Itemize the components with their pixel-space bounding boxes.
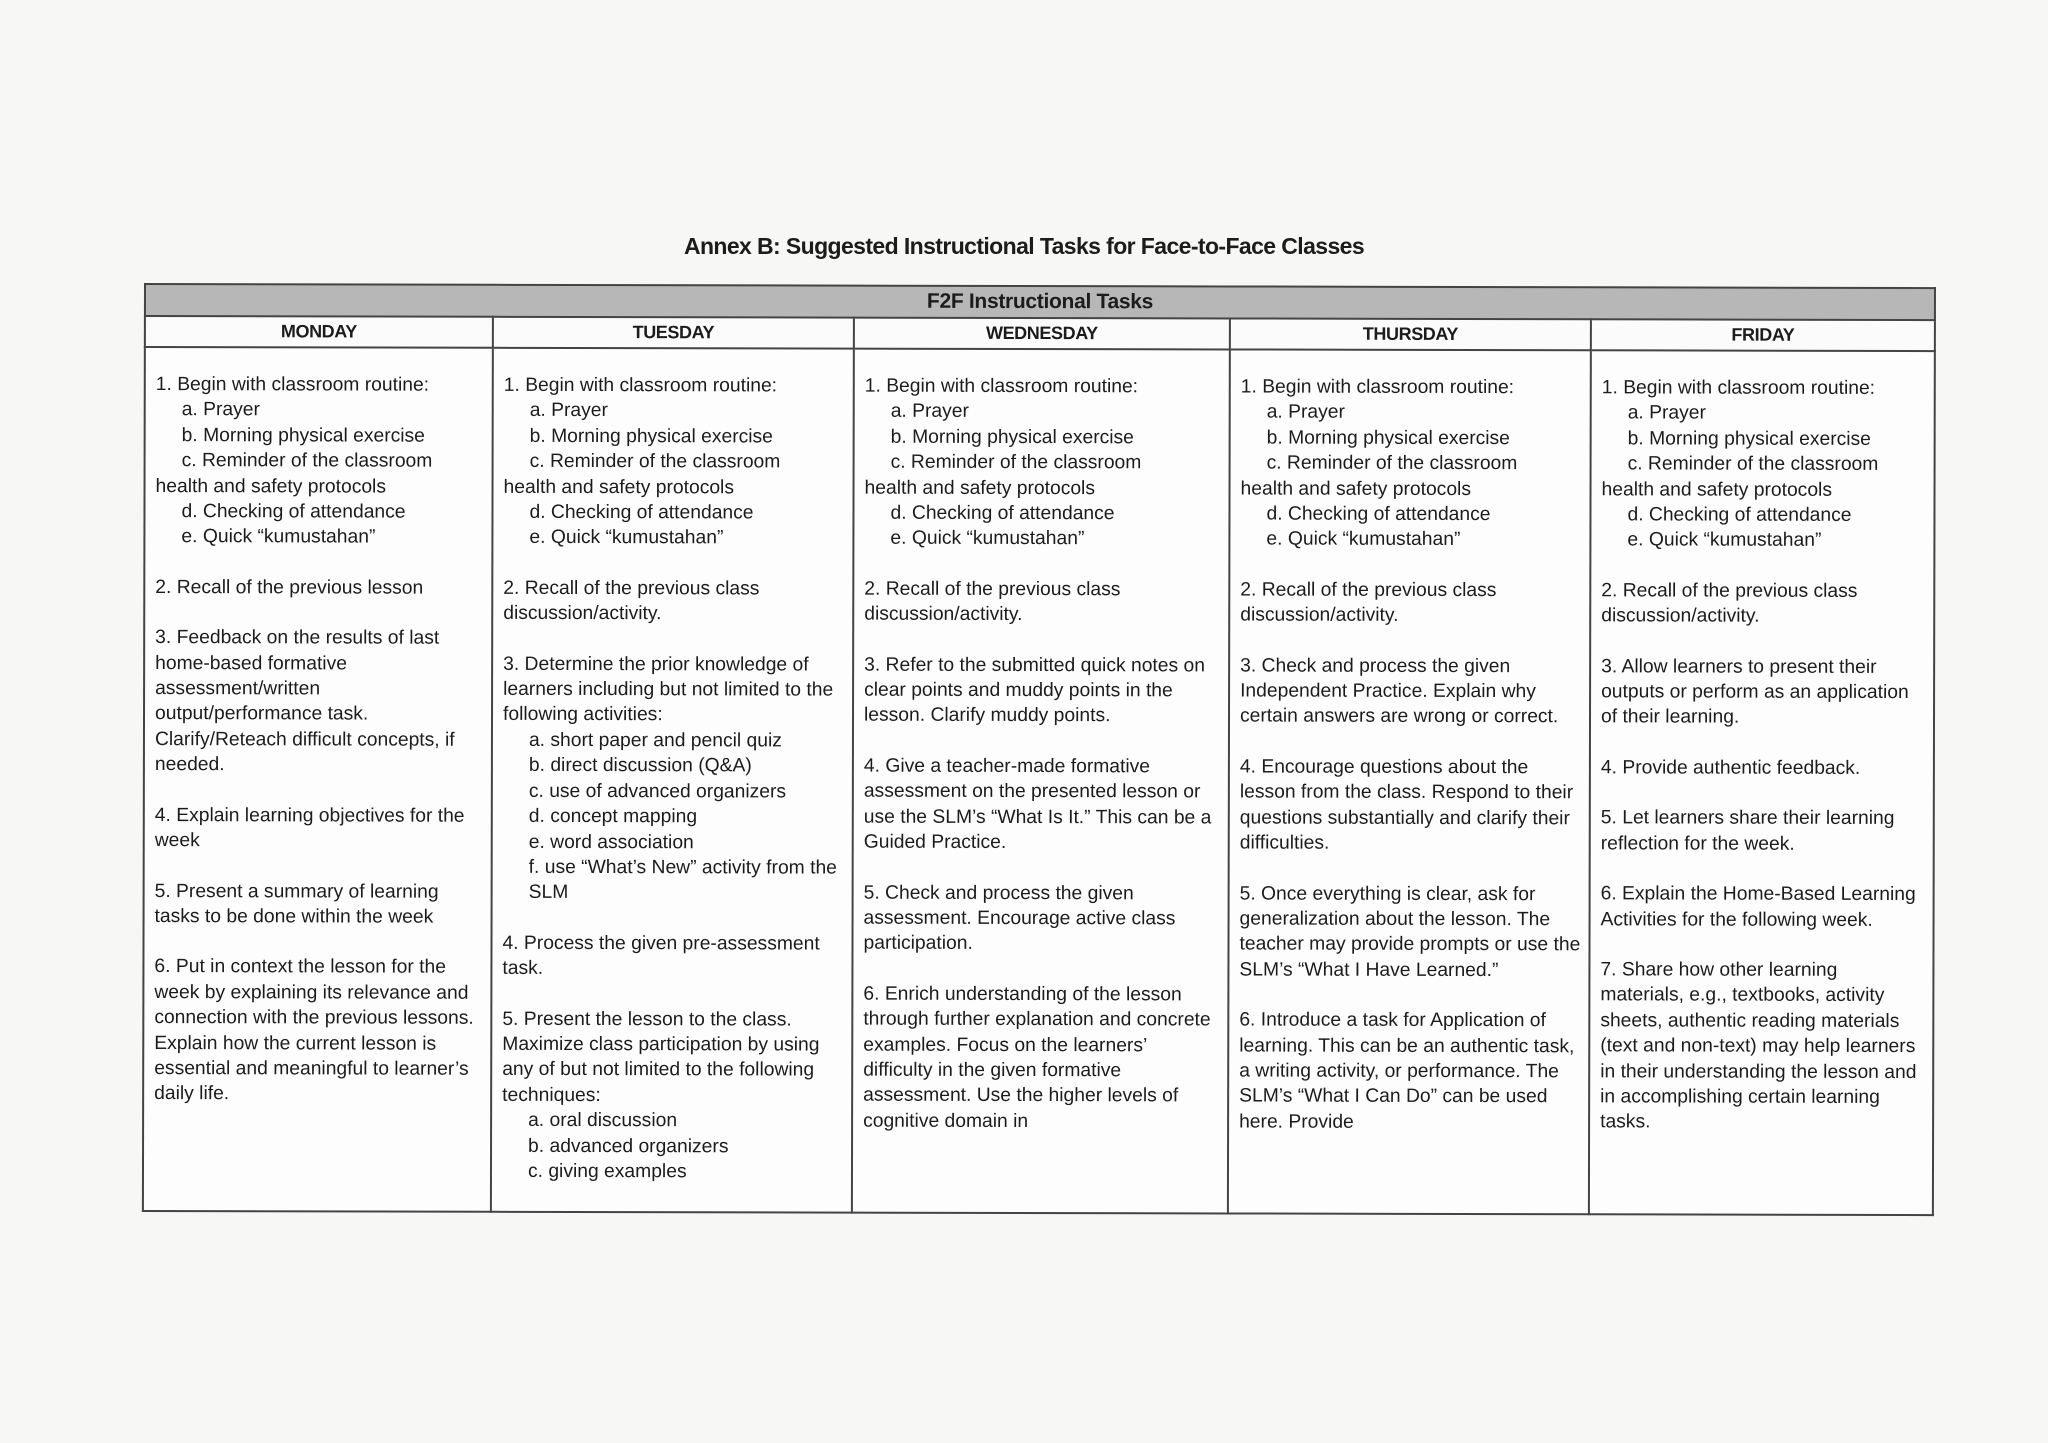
task-subitem: b. advanced organizers — [528, 1135, 729, 1157]
routine-step-continued: health and safety protocols — [1240, 478, 1472, 500]
wednesday-cell — [852, 349, 1230, 1214]
task-subitem: c. use of advanced organizers — [528, 780, 787, 803]
routine-block — [1240, 374, 1581, 553]
routine-block — [155, 372, 483, 551]
task-item: 2. Recall of the previous class discussion/activity. — [503, 577, 760, 625]
routine-step: a. Prayer — [1266, 401, 1345, 424]
routine-step: b. Morning physical exercise — [1627, 428, 1871, 450]
day-header-friday: FRIDAY — [1591, 319, 1935, 351]
task-item: 4. Provide authentic feedback. — [1600, 757, 1861, 779]
day-header-wednesday: WEDNESDAY — [854, 318, 1230, 350]
task-item: 4. Explain learning objectives for the week — [154, 804, 465, 852]
monday-cell — [143, 347, 493, 1212]
routine-step: d. Checking of attendance — [1266, 503, 1491, 526]
table-banner: F2F Instructional Tasks — [145, 284, 1935, 320]
task-item-text: 3. Determine the prior knowledge of learners including but not limited to the following activities: — [502, 653, 834, 726]
task-item: 3. Refer to the submitted quick notes on clear points and muddy points in the lesson. Clarify muddy points. — [863, 654, 1206, 727]
routine-step: e. Quick “kumustahan” — [890, 528, 1085, 550]
task-item: 3. Feedback on the results of last home-based formative assessment/written output/performance task. Clarify/Reteach difficult concepts, if needed. — [154, 627, 455, 776]
routine-heading: 1. Begin with classroom routine: — [1240, 376, 1515, 399]
task-item: 2. Recall of the previous class discussion/activity. — [1240, 579, 1497, 627]
task-item: 5. Check and process the given assessment. Encourage active class participation. — [863, 882, 1176, 955]
routine-heading: 1. Begin with classroom routine: — [864, 375, 1139, 398]
routine-step: a. Prayer — [529, 400, 608, 422]
task-item: 3. Check and process the given Independent Practice. Explain why certain answers are wrong or correct. — [1239, 655, 1559, 728]
task-subitem: d. concept mapping — [528, 805, 698, 828]
task-item: 5. Present a summary of learning tasks to be done within the week — [154, 880, 439, 928]
task-subitem: e. word association — [528, 831, 694, 853]
tasks-row — [143, 347, 1935, 1215]
task-item-with-subitems — [502, 1006, 843, 1185]
task-item: 6. Introduce a task for Application of learning. This can be an authentic task, a writing activity, or performance. The SLM’s “What I Can Do” can be used here. Provide — [1239, 1009, 1575, 1133]
routine-step: d. Checking of attendance — [181, 501, 406, 523]
routine-step: a. Prayer — [1627, 402, 1706, 424]
task-item: 3. Allow learners to present their outputs or perform as an application of their learning. — [1600, 655, 1909, 729]
task-item: 2. Recall of the previous class discussion/activity. — [864, 578, 1121, 626]
table-banner-row — [145, 284, 1935, 320]
routine-step: e. Quick “kumustahan” — [1627, 529, 1822, 552]
routine-step: c. Reminder of the classroom — [181, 450, 433, 472]
routine-step: b. Morning physical exercise — [181, 424, 425, 447]
routine-step: c. Reminder of the classroom — [1627, 453, 1879, 476]
routine-heading: 1. Begin with classroom routine: — [1601, 377, 1876, 399]
task-subitem: a. oral discussion — [528, 1110, 678, 1132]
routine-step: b. Morning physical exercise — [529, 425, 773, 448]
routine-step: e. Quick “kumustahan” — [529, 527, 724, 549]
document-title: Annex B: Suggested Instructional Tasks for Face-to-Face Classes — [683, 233, 1365, 259]
task-subitem: c. giving examples — [527, 1160, 687, 1183]
routine-step: a. Prayer — [181, 399, 260, 421]
routine-step: b. Morning physical exercise — [1266, 427, 1510, 449]
routine-block — [864, 374, 1220, 553]
task-item: 6. Explain the Home-Based Learning Activities for the following week. — [1600, 883, 1916, 931]
routine-step: d. Checking of attendance — [1627, 504, 1852, 526]
routine-step: c. Reminder of the classroom — [529, 451, 781, 473]
day-header-tuesday: TUESDAY — [493, 317, 854, 349]
routine-block — [1601, 375, 1925, 554]
instructional-tasks-table — [142, 283, 1936, 1216]
routine-step-continued: health and safety protocols — [864, 477, 1096, 499]
day-header-row — [145, 316, 1935, 351]
routine-step-continued: health and safety protocols — [155, 475, 387, 498]
routine-block — [503, 373, 844, 552]
task-item: 4. Process the given pre-assessment task. — [502, 932, 820, 980]
task-item: 2. Recall of the previous class discussion/activity. — [1601, 580, 1858, 627]
task-item: 4. Give a teacher-made formative assessment on the presented lesson or use the SLM’s “What Is It.” This can be a Guided Practice. — [863, 755, 1212, 854]
routine-heading: 1. Begin with classroom routine: — [503, 374, 778, 397]
routine-step: c. Reminder of the classroom — [1266, 452, 1518, 475]
routine-step: e. Quick “kumustahan” — [1266, 528, 1461, 551]
routine-step: d. Checking of attendance — [529, 501, 754, 524]
task-item: 6. Enrich understanding of the lesson through further explanation and concrete examples. Focus on the learners’ difficulty in the given formative assessment. Use the higher levels of cognitive domain in — [863, 983, 1211, 1132]
routine-heading: 1. Begin with classroom routine: — [155, 374, 430, 396]
task-subitem: f. use “What’s New” activity from the SLM — [528, 856, 837, 904]
task-item: 4. Encourage questions about the lesson from the class. Respond to their questions substantially and clarify their difficulties. — [1239, 756, 1574, 854]
tuesday-cell — [491, 348, 854, 1213]
routine-step-continued: health and safety protocols — [503, 476, 735, 498]
task-subitem: b. direct discussion (Q&A) — [528, 755, 752, 777]
task-item: 2. Recall of the previous lesson — [155, 576, 424, 599]
routine-step: b. Morning physical exercise — [890, 426, 1134, 449]
friday-cell — [1589, 350, 1935, 1215]
routine-step: c. Reminder of the classroom — [890, 451, 1142, 474]
routine-step: a. Prayer — [890, 401, 969, 423]
task-item: 6. Put in context the lesson for the week by explaining its relevance and connection with the previous lessons. Explain how the current lesson is essential and meaningful to learner’s daily life. — [154, 956, 474, 1105]
routine-step: e. Quick “kumustahan” — [181, 526, 376, 548]
task-item: 5. Once everything is clear, ask for generalization about the lesson. The teacher may provide prompts or use the SLM’s “What I Have Learned.” — [1239, 882, 1581, 981]
task-item: 7. Share how other learning materials, e.g., textbooks, activity sheets, authentic reading materials (text and non-text) may help learners in their understanding the lesson and in accomplishing certain learning tasks. — [1600, 959, 1917, 1133]
day-header-thursday: THURSDAY — [1230, 318, 1591, 350]
thursday-cell — [1228, 349, 1591, 1214]
task-subitem: a. short paper and pencil quiz — [528, 729, 782, 752]
routine-step: d. Checking of attendance — [890, 502, 1115, 525]
task-item-text: 5. Present the lesson to the class. Maximize class participation by using any of but not limited to the following techniques: — [502, 1008, 820, 1106]
day-header-monday: MONDAY — [145, 316, 493, 348]
routine-step-continued: health and safety protocols — [1601, 478, 1833, 501]
task-item-with-subitems — [503, 651, 845, 906]
task-item: 5. Let learners share their learning reflection for the week. — [1600, 807, 1895, 855]
